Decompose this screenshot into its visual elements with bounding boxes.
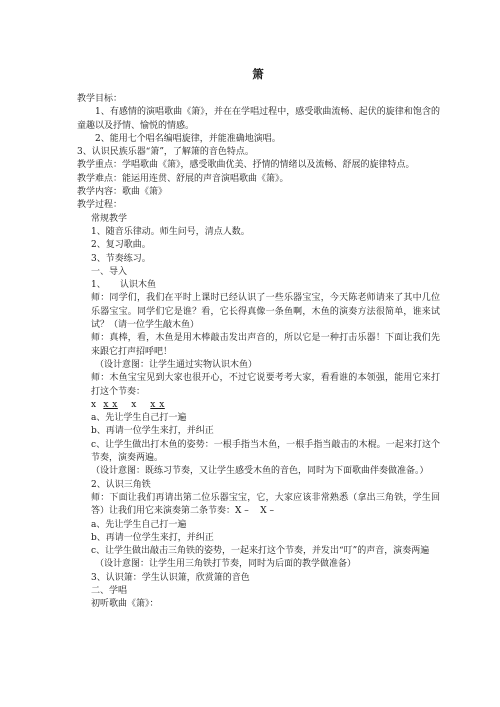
text-line: 师：真棒，看，木鱼是用木棒敲击发出声音的，所以它是一种打击乐器！下面让我们先来跟它打声招呼吧！ [91,333,440,357]
rhythm-note: x [91,399,104,410]
text-line: 教学内容：歌曲《箫》 [77,187,168,198]
rhythm-note: x x [150,399,165,410]
document-body [77,93,440,612]
text-line: b、再请一位学生来打，并纠正 [91,532,214,543]
text-line: 师：木鱼宝宝见到大家也很开心，不过它说要考考大家，看看谁的本领强，能用它来打打这个节奏： [91,373,440,397]
text-line: （设计意图：让学生通过实物认识木鱼） [95,359,258,370]
text-line: b、再请一位学生来打，并纠正 [91,426,214,437]
text-line: 1、 认识木鱼 [91,280,157,291]
text-line: 教学难点：能运用连贯、舒展的声音演唱歌曲《箫》。 [77,173,289,184]
page-title: 箫 [252,67,265,81]
text-line: 教学目标： [77,94,123,104]
text-line: 2、认识三角铁 [91,479,151,490]
text-line: c、让学生做出敲击三角铁的姿势，一起来打这个节奏，并发出“叮”的声音，演奏两遍 [91,546,430,557]
rhythm-notation [77,399,440,412]
text-line: 初听歌曲《箫》： [91,599,159,610]
text-line: 常规教学 [91,213,128,224]
text-line: c、让学生做出打木鱼的姿势：一根手指当木鱼，一根手指当敲击的木棍。一起来打这个节奏，演奏两遍。 [91,439,440,464]
text-line: 1、随音乐律动。师生问号，清点人数。 [91,226,250,237]
text-line: 师：下面让我们再请出第二位乐器宝宝，它，大家应该非常熟悉（拿出三角铁，学生回答）让我们用它来演奏第二条节奏：X – X – [91,492,440,517]
text-line: 一、导入 [91,266,128,277]
rhythm-note: x [117,399,151,410]
text-line: 教学重点：学唱歌曲《箫》，感受歌曲优美、抒情的情绪以及流畅、舒展的旋律特点。 [77,160,415,171]
rhythm-note: x x [103,399,118,410]
text-line: （设计意图：让学生用三角铁打节奏，同时为后面的教学做准备） [95,559,357,570]
text-line: a、先让学生自己打一遍 [91,413,187,424]
text-line: （设计意图：既练习节奏，又让学生感受木鱼的音色，同时为下面歌曲伴奏做准备。） [91,466,429,477]
text-line: 教学过程： [77,200,123,211]
text-line: 3、认识民族乐器“箫”，了解箫的音色特点。 [77,147,254,158]
text-line: 2、能用七个唱名编唱旋律，并能准确地演唱。 [95,133,281,144]
text-line: 3、认识箫：学生认识箫，欣赏箫的音色 [91,572,250,583]
text-line: 1、有感情的演唱歌曲《箫》，并在在学唱过程中，感受歌曲流畅、起伏的旋律和饱含的童趣以及抒情、愉悦的情感。 [77,107,440,131]
text-line: 二、学唱 [91,585,128,596]
text-line: 2、复习歌曲。 [91,240,151,251]
text-line: 3、节奏练习。 [91,253,151,264]
text-line: a、先让学生自己打一遍 [91,519,187,530]
text-line: 师：同学们，我们在平时上课时已经认识了一些乐器宝宝，今天陈老师请来了其中几位乐器宝宝。同学们它是谁？看，它长得真像一条鱼啊，木鱼的演奏方法很简单，谁来试试？（请一位学生敲木鱼） [91,293,440,331]
